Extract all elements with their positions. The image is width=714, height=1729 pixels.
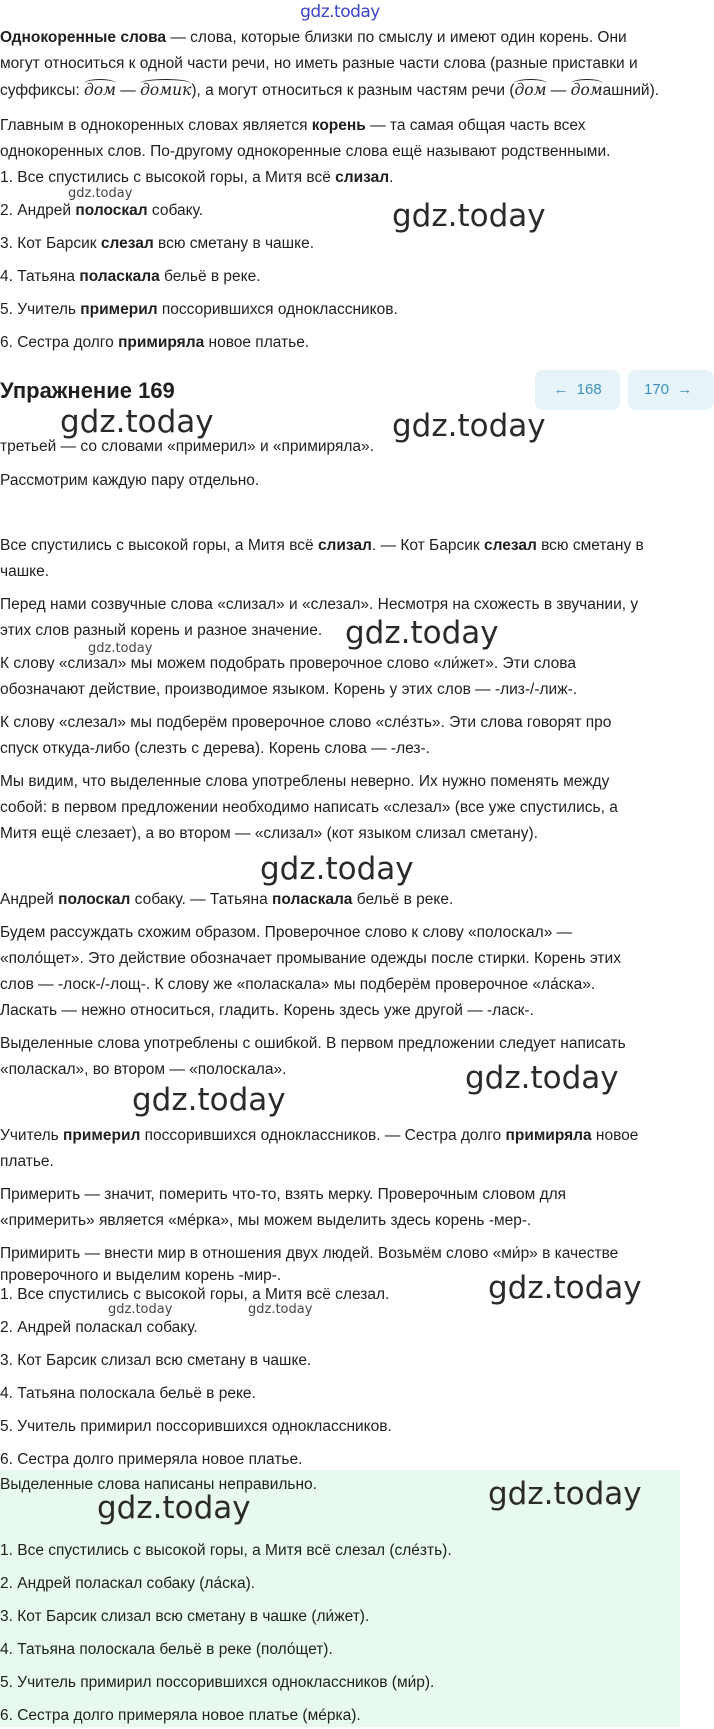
- task-item-5: 5. Учитель примерил поссорившихся одноклассников.: [0, 301, 398, 318]
- root-arc-dom: дом: [84, 77, 116, 103]
- pair-1-p1-line-1: Перед нами созвучные слова «слизал» и «слезал». Несмотря на схожесть в звучании, у: [0, 596, 639, 613]
- pair-1-p1-line-2: этих слов разный корень и разное значение.: [0, 622, 323, 639]
- pair-3-p1-line-1: Примерить — значит, померить что-то, взять мерку. Проверочным словом для: [0, 1186, 567, 1203]
- pair-1-sentence-line-1: Все спустились с высокой горы, а Митя всё слизал. — Кот Барсик слезал всю сметану в: [0, 537, 644, 554]
- prev-exercise-button[interactable]: [535, 370, 620, 410]
- exercise-title: Упражнение 169: [0, 378, 175, 403]
- watermark: gdz.today: [260, 851, 414, 887]
- rewritten-item-1: 1. Все спустились с высокой горы, а Митя всё слезал.: [0, 1286, 390, 1303]
- watermark: gdz.today: [345, 615, 499, 651]
- pair-2-p1-line-4: Ласкать — нежно относиться, гладить. Корень здесь уже другой — -ласк-.: [0, 1002, 534, 1019]
- theory-paragraph-1-line-2: могут относиться к одной части речи, но иметь разные части слова (разные приставки и: [0, 55, 638, 72]
- watermark: gdz.today: [392, 408, 546, 444]
- arrow-right-icon: →: [677, 381, 693, 398]
- pair-2-p2-line-1: Выделенные слова употреблены с ошибкой. В первом предложении следует написать: [0, 1035, 626, 1052]
- watermark: gdz.today: [488, 1476, 642, 1512]
- solution-intro: Рассмотрим каждую пару отдельно.: [0, 472, 260, 489]
- theory-paragraph-2-line-2: однокоренных слов. По-другому однокоренные слова ещё называют родственными.: [0, 143, 611, 160]
- next-exercise-label: 170: [644, 381, 670, 398]
- watermark-small: gdz.today: [108, 1302, 173, 1317]
- pair-3-sentence-line-2: платье.: [0, 1153, 54, 1170]
- pair-2-p1-line-2: «поло́щет». Это действие обозначает промывание одежды после стирки. Корень этих: [0, 950, 621, 967]
- watermark-small: gdz.today: [88, 641, 153, 656]
- watermark-small: gdz.today: [68, 186, 133, 201]
- watermark: gdz.today: [60, 404, 214, 440]
- answer-intro: Выделенные слова написаны неправильно.: [0, 1476, 317, 1493]
- pair-1-p4-line-2: собой: в первом предложении необходимо написать «слезал» (все уже спустились, а: [0, 799, 618, 816]
- task-item-2: 2. Андрей полоскал собаку.: [0, 202, 204, 219]
- answer-item-1: 1. Все спустились с высокой горы, а Митя всё слезал (слéзть).: [0, 1542, 452, 1559]
- watermark: gdz.today: [97, 1490, 251, 1526]
- rewritten-item-6: 6. Сестра долго примеряла новое платье.: [0, 1451, 303, 1468]
- prev-exercise-label: 168: [576, 381, 602, 398]
- pair-1-p4-line-3: Митя ещё слезает), а во втором — «слизал» (кот языком слизал сметану).: [0, 825, 538, 842]
- pair-1-p3-line-2: спуск откуда-либо (слезть с дерева). Корень слова — -лез-.: [0, 740, 430, 757]
- next-exercise-button[interactable]: [628, 370, 714, 410]
- rewritten-item-5: 5. Учитель примирил поссорившихся одноклассников.: [0, 1418, 392, 1435]
- answer-item-3: 3. Кот Барсик слизал всю сметану в чашке (ли́жет).: [0, 1608, 370, 1625]
- pair-2-sentence: Андрей полоскал собаку. — Татьяна поласкала бельё в реке.: [0, 891, 454, 908]
- pair-1-p2-line-1: К слову «слизал» мы можем подобрать проверочное слово «ли́жет». Эти слова: [0, 655, 576, 672]
- task-item-6: 6. Сестра долго примиряла новое платье.: [0, 334, 310, 351]
- watermark: gdz.today: [465, 1060, 619, 1096]
- pair-3-p2-line-2: проверочного и выделим корень -мир-.: [0, 1267, 282, 1284]
- theory-paragraph-2-line-1: Главным в однокоренных словах является корень — та самая общая часть всех: [0, 117, 586, 134]
- answer-item-6: 6. Сестра долго примеряла новое платье (мéрка).: [0, 1707, 361, 1724]
- answer-item-5: 5. Учитель примирил поссорившихся одноклассников (ми́р).: [0, 1674, 435, 1691]
- root-arc-domik: домик: [140, 77, 191, 103]
- site-watermark-top: gdz.today: [300, 2, 380, 22]
- pair-1-p4-line-1: Мы видим, что выделенные слова употреблены неверно. Их нужно поменять между: [0, 773, 610, 790]
- answer-item-4: 4. Татьяна полоскала бельё в реке (поло́щет).: [0, 1641, 333, 1658]
- rewritten-item-2: 2. Андрей поласкал собаку.: [0, 1319, 198, 1336]
- solution-line-third: третьей — со словами «примерил» и «примиряла».: [0, 438, 374, 455]
- pair-2-p1-line-1: Будем рассуждать схожим образом. Проверочное слово к слову «полоскал» —: [0, 924, 573, 941]
- arrow-left-icon: ←: [553, 381, 569, 398]
- rewritten-item-4: 4. Татьяна полоскала бельё в реке.: [0, 1385, 256, 1402]
- rewritten-item-3: 3. Кот Барсик слизал всю сметану в чашке.: [0, 1352, 312, 1369]
- watermark: gdz.today: [488, 1270, 642, 1306]
- watermark: gdz.today: [392, 198, 546, 234]
- root-arc-dom-2: дом: [514, 77, 546, 103]
- task-item-1: 1. Все спустились с высокой горы, а Митя всё слизал.: [0, 169, 394, 186]
- pair-1-sentence-line-2: чашке.: [0, 563, 50, 580]
- theory-paragraph-1-line-1: Однокоренные слова — слова, которые близки по смыслу и имеют один корень. Они: [0, 29, 627, 46]
- pair-3-p1-line-2: «примерить» является «мéрка», мы можем выделить здесь корень -мер-.: [0, 1212, 532, 1229]
- task-item-3: 3. Кот Барсик слезал всю сметану в чашке.: [0, 235, 314, 252]
- watermark: gdz.today: [132, 1082, 286, 1118]
- root-arc-dom-3: дом: [571, 77, 603, 103]
- answer-item-2: 2. Андрей поласкал собаку (ла́ска).: [0, 1575, 256, 1592]
- pair-3-sentence-line-1: Учитель примерил поссорившихся одноклассников. — Сестра долго примиряла новое: [0, 1127, 639, 1144]
- pair-2-p2-line-2: «поласкал», во втором — «полоскала».: [0, 1061, 287, 1078]
- pair-3-p2-line-1: Примирить — внести мир в отношения двух людей. Возьмём слово «ми́р» в качестве: [0, 1245, 619, 1262]
- pair-1-p3-line-1: К слову «слезал» мы подберём проверочное слово «слéзть». Эти слова говорят про: [0, 714, 612, 731]
- task-item-4: 4. Татьяна поласкала бельё в реке.: [0, 268, 261, 285]
- pair-1-p2-line-2: обозначают действие, производимое языком. Корень у этих слов — -лиз-/-лиж-.: [0, 681, 578, 698]
- watermark-small: gdz.today: [248, 1302, 313, 1317]
- pair-2-p1-line-3: слов — -лоск-/-лощ-. К слову же «поласкала» мы подберём проверочное «ла́ска».: [0, 976, 596, 993]
- theory-paragraph-1-line-3: суффиксы: дом — домик), а могут относиться к разным частям речи (дом — домашний).: [0, 77, 680, 104]
